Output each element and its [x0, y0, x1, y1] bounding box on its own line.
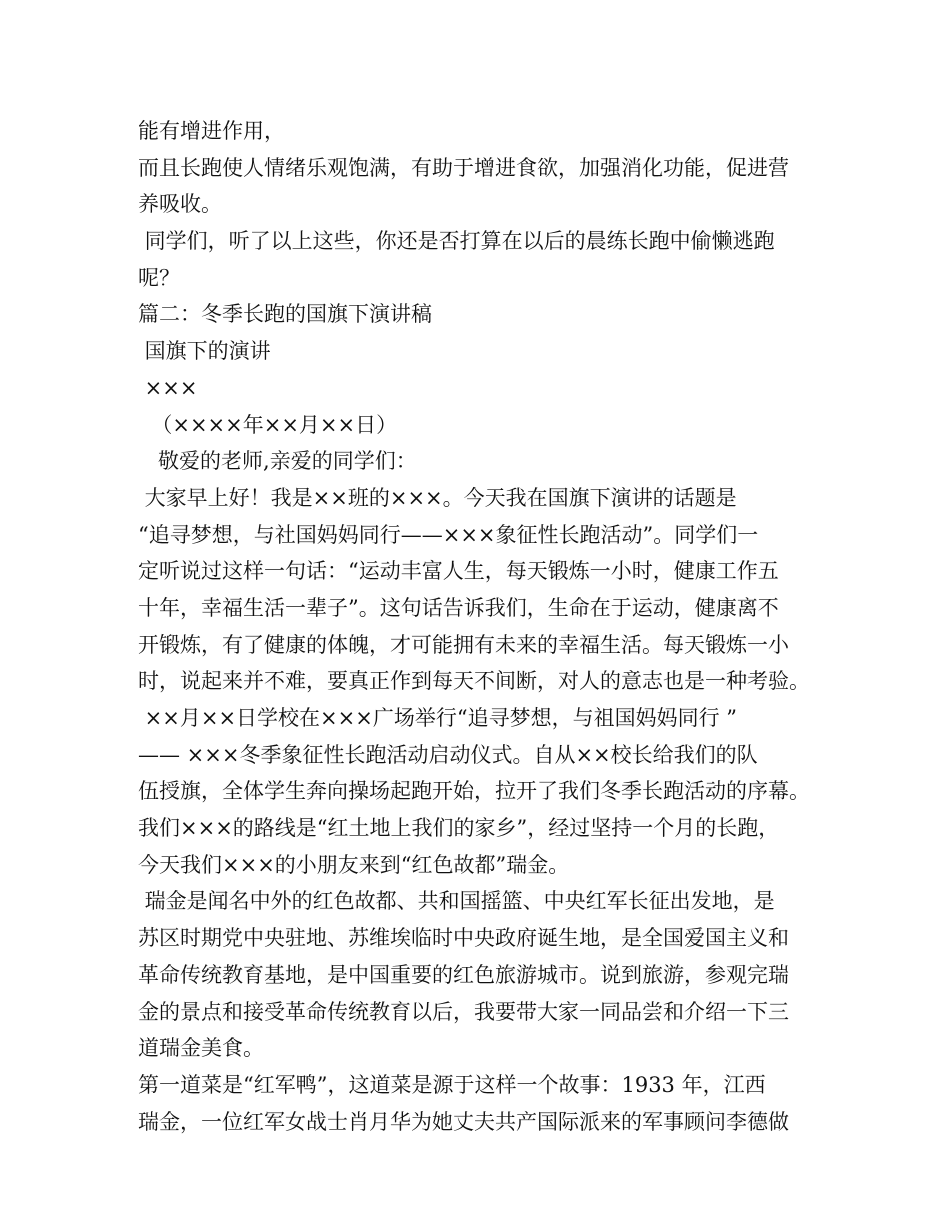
text-line: 伍授旗，全体学生奔向操场起跑开始，拉开了我们冬季长跑活动的序幕。 — [138, 779, 810, 804]
text-line: 瑞金，一位红军女战士肖月华为她丈夫共产国际派来的军事顾问李德做 — [138, 1109, 789, 1134]
text-line: 呢？ — [138, 265, 180, 290]
text-line: 革命传统教育基地，是中国重要的红色旅游城市。说到旅游，参观完瑞 — [138, 962, 789, 987]
speech-date: （××××年××月××日） — [138, 412, 398, 437]
text-line: 第一道菜是“红军鸭”，这道菜是源于这样一个故事：1933 年，江西 — [138, 1072, 766, 1097]
text-line: 道瑞金美食。 — [138, 1036, 264, 1061]
text-line: 开锻炼，有了健康的体魄，才可能拥有未来的幸福生活。每天锻炼一小 — [138, 632, 789, 657]
text-line: 金的景点和接受革命传统教育以后，我要带大家一同品尝和介绍一下三 — [138, 999, 789, 1024]
text-line: 时，说起来并不难，要真正作到每天不间断，对人的意志也是一种考验。 — [138, 669, 810, 694]
text-line: 同学们，听了以上这些，你还是否打算在以后的晨练长跑中偷懒逃跑 — [138, 229, 775, 254]
text-line: 能有增进作用， — [138, 119, 285, 143]
salutation: 敬爱的老师,亲爱的同学们： — [138, 449, 417, 474]
text-line: 十年，幸福生活一辈子”。这句话告诉我们，生命在于运动，健康离不 — [138, 595, 779, 620]
text-line: 养吸收。 — [138, 192, 222, 217]
section-heading: 篇二：冬季长跑的国旗下演讲稿 — [138, 302, 432, 327]
text-line: 苏区时期党中央驻地、苏维埃临时中央政府诞生地，是全国爱国主义和 — [138, 926, 789, 951]
speech-title: 国旗下的演讲 — [138, 339, 271, 364]
text-line: 我们×××的路线是“红土地上我们的家乡”，经过坚持一个月的长跑， — [138, 816, 780, 841]
body-text — [138, 113, 828, 1140]
text-line: 大家早上好！我是××班的×××。今天我在国旗下演讲的话题是 — [138, 485, 737, 510]
text-line: 而且长跑使人情绪乐观饱满，有助于增进食欲，加强消化功能，促进营 — [138, 155, 789, 180]
text-line: —— ×××冬季象征性长跑活动启动仪式。自从××校长给我们的队 — [138, 742, 758, 767]
speaker-name: ××× — [138, 375, 198, 400]
text-line: 定听说过这样一句话：“运动丰富人生，每天锻炼一小时，健康工作五 — [138, 559, 779, 584]
text-line: “追寻梦想，与社国妈妈同行——×××象征性长跑活动”。同学们一 — [138, 522, 759, 547]
text-line: ××月××日学校在×××广场举行“追寻梦想，与祖国妈妈同行 ” — [138, 706, 737, 730]
text-line: 瑞金是闻名中外的红色故都、共和国摇篮、中央红军长征出发地，是 — [138, 889, 775, 914]
text-line: 今天我们×××的小朋友来到“红色故都”瑞金。 — [138, 852, 570, 877]
